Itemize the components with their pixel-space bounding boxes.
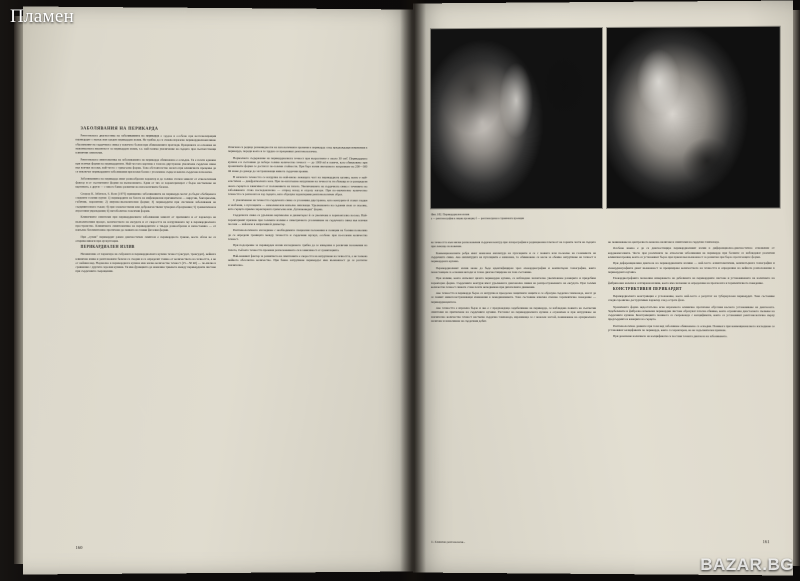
paragraph: Перикардиалната констрикция е усложнение, което най-често е резултат на туберкулозен перикардит. Това състояние следва хронично деструктивен характер след острата фаза. — [607, 293, 775, 303]
paragraph: При доказване наличието на калцификати се поставя точната диагноза на заболяването. — [612, 334, 728, 339]
paragraph: Рентгеновата симптоматика на заболяванията на перикарда обикновено е оскъдна. Тя е почти еднаква при всички форми на перикардитите. Най-честата картина е тази на двустранно увеличена сърдечна сянка във всички посоки, най-често с триъгълна форма. Това обстоятелство налага при клиничната преценка да се изключат перикардните заболявания при всеки болен с уголемено сърце и неясна сърдечна патология. — [75, 157, 217, 175]
left-page — [23, 6, 413, 574]
paragraph: Особено важно е да се диагностицира перикардиалният излив в диференциално-диагностично отношение от кардиомегалията. Често при различните по етиология заболявания на перикарда при болните се наблюдават различни клинични прояви, които се установяват бързо при прием във възможност за развитие при бързо протичащите форми. — [607, 246, 775, 259]
paragraph: Конвенционалните ребра имат намалена амплитуда на пулсациите и се с появата или по-малко на големината на сърдечната сянка. Ако амплитудата на пулсациите е намалена, то обикновено се касае за обемно натрупване на течност в перикардната кухина. — [430, 250, 597, 264]
paragraph: При „сухия“ перикардит ранен диагностичен симптом е перикардното триене, което обаче не се открива винаги при аускултация. — [75, 234, 217, 243]
left-page-heading: ЗАБОЛЯВАНИЯ НА ПЕРИКАРДА — [80, 125, 159, 131]
figure-caption-sub: а — рентгенография в лицева проекция; б — рентгенограма в страничната проекция — [430, 217, 524, 221]
left-page-column-2 — [228, 145, 367, 269]
paragraph: Перикардиалният излив може да бъде идентифициран чрез ехокардиография и компютърна томография, които понастоящем са основни методи за точно диагностициране на това състояние. — [430, 265, 597, 274]
paragraph: Ехокардиографията позволява измерването на дебелината на перикардните листове и установяването на наличието на фибринозни налепи и септирани изливи, което има значение за определяне на прогнозата и терапевтичното поведение. — [607, 276, 775, 285]
right-page-footnote: 11. Клинична рентгенология... — [430, 540, 466, 545]
watermark-bottom-right: BAZAR.BG — [700, 555, 794, 574]
right-page-folio: 161 — [762, 539, 770, 545]
paragraph: Заболяванията на перикарда имат разнообразен характер и до голяма степен зависят от етиологичния фактор и от съответните форми на възпалението. Едни от тях се характеризират с бързо настъпване на картината, а други — с много бавно развитие на патологичните белези. — [75, 176, 217, 190]
left-page-folio: 160 — [75, 544, 83, 551]
watermark-top-left: Пламен — [10, 6, 75, 27]
right-page-subheading: КОНСТРИКТИВЕН ПЕРИКАРДИТ — [612, 286, 682, 291]
paragraph: В началото течността се натрупва по най-ниско лежащата част на перикардната кухина, която е най-еластична — диафрагмалната зона. При по-нататъшно натрупване на течността тя обхваща и се разпределя около сърцето в зависимост от положението на тялото. Увеличаването на сърдечната сянка с течението на заболяването става последователно — отпред назад и отдолу нагоре. При по-значително количество течността се разполага и зад сърцето, като образува характерния рентгенологичен образ. — [227, 174, 368, 197]
right-page-column-2 — [608, 240, 775, 341]
paragraph: ва течността към ниски разположения сърдечен контур при латерография и радиационна плътност на горните части на сърцето при лежащо положение. — [430, 240, 597, 249]
right-page — [413, 1, 793, 576]
open-book — [14, 0, 786, 581]
paragraph: но повишаване на централното венозно налягане и симптоми на сърдечна тампонада. — [607, 239, 720, 244]
paragraph: При подозрение за перикарден излив изследването трябва да се извършва в различни положения на тялото, тъй като течността променя разположението си в зависимост от гравитацията. — [227, 243, 368, 252]
figure-caption — [431, 213, 783, 221]
paragraph: Ако течността е изразена бързо и ако е с предхождащо задебеляване на перикарда, се наблюдава появата на съответни симптоми на притискане на сърдечните кухини. Растежът на перикардиалната кухина е ограничен и при натрупване на значително количество течност настъпва сърдечна тампонада, изразяваща се с венозен застой, понижаване на артериалното налягане и намаляване на сърдечния дебит. — [430, 305, 597, 323]
paragraph: Нормалното съдържание на перикардиалната течност при възрастните е около 30 cm³. Перикардната кухина е в състояние да побере голямо количество течност — до 1000 ml и повече, като обикновено при хроничните форми се достигат по-големи стойности. При бърз излив внезапното натрупване на 200—300 ml може да доведе до застрашаващи живота сърдечни прояви. — [227, 155, 368, 173]
paragraph: Рентгенологично данните при този вид заболяване обикновено са оскъдни. Понякога при конвенционалното изследване се установяват калцификати по перикарда, които са характерен, но не задължителен признак. — [607, 323, 775, 333]
figure-caption-main: Фиг. 182. Перикардиален излив — [430, 212, 470, 217]
paragraph: Според K. Jellerson, S. Ross (1975) принципно заболяванията на перикарда могат да бъдат обобщени в следните големи групи: 1) перикардити на базата на инфекциозни причинители — вирусни, бактериални, гъбични, паразитни; 2) имунно-възпалителни форми; 3) перикардити при системни заболявания на съединителната тъкан; 4) при злокачествени или доброкачествени туморни образувания; 5) травматични и ятрогенни увреждания; 6) метаболитно-токсични форми. — [75, 191, 217, 213]
chest-xray-frontal-image — [431, 28, 602, 208]
paragraph: Независимо от характера на събраната в перикардиалната кухина течност (ексудат, трансудат), нейната клинична изява и рентгеновите белези са сходни и се определят главно от количеството на течността, а не от нейния вид. Нормално в перикардната кухина има малко количество течност (15—50 ml) — по-малко в сравнение с другите серозни кухини. Тя има функцията да намалява триенето между перикардните листове при сърдечните съкращения. — [75, 252, 217, 274]
paragraph: Най-важният фактор за развитието на симптомите е скоростта на натрупване на течността, а не толкова нейното абсолютно количество. При бавно натрупване перикардът има възможност да се разтегне значително. — [227, 253, 368, 267]
left-page-subheading: ПЕРИКАРДИАЛЕН ИЗЛИВ — [80, 244, 135, 250]
left-page-column-1 — [76, 125, 216, 275]
paragraph: Сърдечната сянка се удължава вертикално и диаметърът ѝ се увеличава в хоризонтална посока. Най-характерният признак при големите изливи е симетричното уголемяване на сърдечната сянка във всички посоки — най-вече в напречния ѝ диаметър. — [227, 213, 368, 227]
right-page-column-1 — [431, 240, 596, 325]
paragraph: С увеличаване на течността сърдечната сянка се уголемява двустранно, като контурите ѝ стават гладки и заоблени, а пулсациите — намалени или напълно липсващи. Удължаването на съдовия сноп се скъсява, като сърцето приема характерната триъгълна или „бутилковидна“ форма. — [227, 198, 368, 212]
paragraph: При диференциалния диагноза на перикардиалните изливи — най-често асимптоматични, компютърната томография и ехокардиографията дават възможност за прецизиране количеството на течността и определяне на нейното разположение в перикардната кухина. — [607, 261, 775, 274]
paragraph: Хроничната форма недостатъчно ясно изразеното клинично протичане обуславя късното установяване на диагнозата. Задебелените и фиброзно изменени перикардни листове образуват плътна обвивка, която ограничава диастолното пълнене на сърдечните кухини. Констрикцията понякога се съпровожда с калцификати, които се установяват рентгенологично върху предсърдията и камерите на сърцето. — [607, 304, 775, 322]
paragraph: Рентгеновата диагностика на заболяванията на перикарда е трудна и особено при нестенозиращия перикардит с малък или среден перикарден излив. Не трябва да се очаква изразено перикардиалноизливно образувание на сърдечната сянка у повечето болни при обикновените прегледи. Преценката се основава на максималната вероятност за перикарден излив, т.е. най-голямо увеличение на сърцето при съответстващи клинични симптоми. — [75, 133, 217, 155]
paragraph: Рентгенологичното изследване с необходимите специални положения и позиции на болния позволява да се определи границата между течността и сърдечния мускул, особено при по-големи количества течност. — [227, 228, 368, 241]
paragraph: При изливи, които изпълват цялата перикардна кухина, се наблюдава значително увеличаване размерите и придобива характерна форма. Сърдечните контури имат удължената диагонална линия на разпространението на ексудата. При големи количества течност сянката става почти неподвижна при дихателните движения. — [430, 276, 597, 289]
paragraph: Ако течността в перикарда бързо се натрупва и преодолее защитните защити и се образува сърдечна тампонада, могат да се появят животозастрашаващи изменения в хемодинамиката. Това състояние изисква спешно терапевтично поведение — перикардиоцентеза. — [430, 291, 597, 304]
paragraph: Описани са редица разновидности на патологичните промени в перикарда след предхождащи изменения в перикарда, поради което и те трудно се преценяват рентгенологично. — [227, 145, 368, 154]
chest-xray-lateral-image — [607, 27, 780, 208]
paragraph: Клиничните симптоми при перикардиалните заболявания зависят от причините и от характера на възпалителния процес, количеството на ексудата и от скоростта на натрупването му в перикардиалното пространство. Клиничната симптоматика на перикардитите е твърде разнообразна и непостоянна — от напълно безсимптомно протичане до появата на тежки фатални форми. — [75, 214, 217, 233]
figure-radiographs — [431, 27, 780, 209]
